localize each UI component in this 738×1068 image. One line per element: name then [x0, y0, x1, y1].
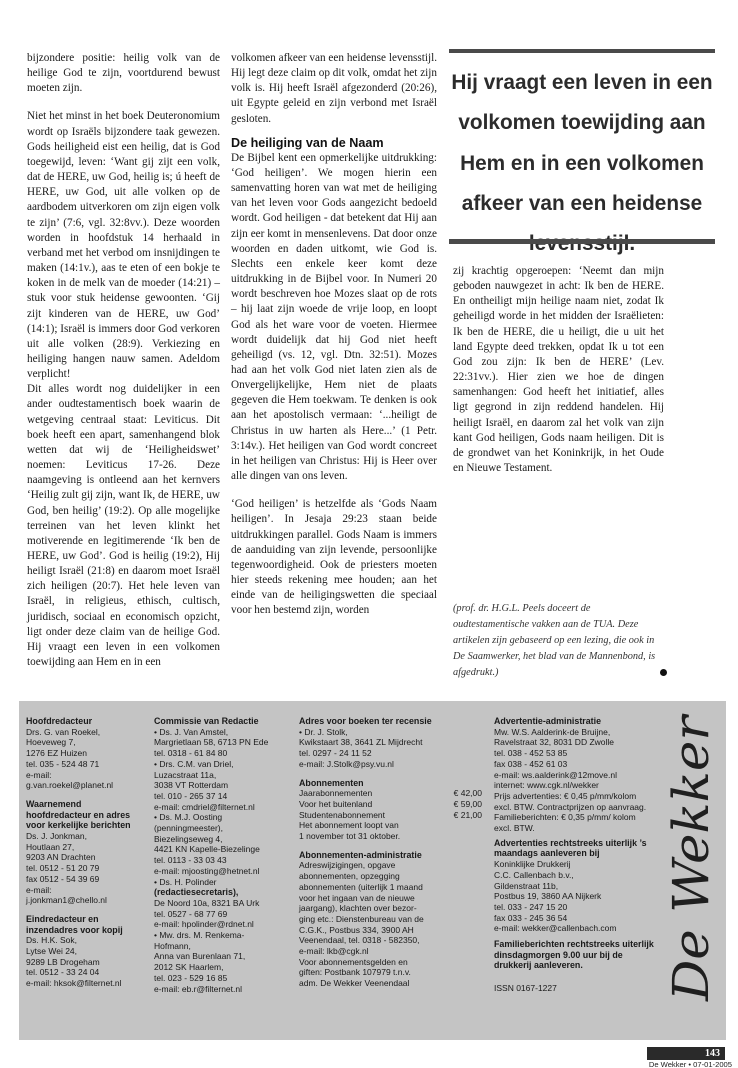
- section-heading: De heiliging van de Naam: [231, 135, 384, 150]
- colophon-line: 1 november tot 31 oktober.: [299, 831, 401, 842]
- price-row: [299, 788, 482, 799]
- colophon-email[interactable]: e-mail: wekker@callenbach.com: [494, 923, 617, 934]
- colophon-line: C.G.K., Postbus 334, 3900 AH: [299, 924, 414, 935]
- colophon-heading: Advertentie-administratie: [494, 716, 602, 726]
- divider: [449, 49, 715, 53]
- colophon-line: Het abonnement loopt van: [299, 820, 399, 831]
- colophon-line: excl. BTW. Contractprijzen op aanvraag.: [494, 801, 647, 812]
- paragraph: bijzondere positie: heilig volk van de heilige God te zijn, voortdurend bewust moeten zijn.: [27, 52, 220, 95]
- colophon-column-editors: [26, 716, 148, 989]
- colophon-line: Gildenstraat 11b,: [494, 880, 559, 891]
- colophon-column-committee: [154, 716, 297, 994]
- colophon-heading: Hoofdredacteur: [26, 716, 93, 726]
- paragraph: Niet het minst in het boek Deuteronomium wordt op Israëls bijzondere taak gewezen. Gods heiligheid eist een heilig, dat is God toegewijd, leven: ‘Want gij zijt een volk, dat de HERE, uw God, heilig is; ú heeft de HERE, uw God, uit alle volken op de aardbodem uitverkoren om zijn eigen volk te zijn’ (7:6, vgl. 32:8vv.). Deze woorden worden in hoofdstuk 14 herhaald in verband met het verbod om insnijdingen te maken (14:1v.), aas te eten of een bokje te koken in de melk van de moeder (14:21) – stuk voor stuk heidense gewoonten. ‘Gij zijt kinderen van de HERE, uw God’ (14:1); Israël is immers door God verkoren uit alle volken (28:9). Verkiezing en heiliging hangen nauw samen. Adeldom verplicht!: [27, 110, 220, 381]
- colophon-line: Biezelingseweg 4,: [154, 833, 223, 844]
- pull-quote-text: Hij vraagt een leven in een volkomen toewijding aan Hem en in een volkomen afkeer van een heidense: [451, 71, 713, 215]
- colophon-line: Anna van Burenlaan 71,: [154, 951, 246, 962]
- colophon-heading: Waarnemend hoofdredacteur en adres voor kerkelijke berichten: [26, 798, 131, 831]
- colophon-line: Mw. W.S. Aalderink-de Bruijne,: [494, 726, 611, 737]
- colophon-heading: Commissie van Redactie: [154, 716, 259, 726]
- colophon-heading: Advertenties rechtstreeks uiterlijk ’s maandags aanleveren bij: [494, 837, 647, 859]
- colophon-line: Veenendaal, tel. 0318 - 582350,: [299, 935, 420, 946]
- colophon-line: tel. 0527 - 68 77 69: [154, 908, 228, 919]
- paragraph: zij krachtig opgeroepen: ‘Neemt dan mijn geboden nauwgezet in acht: Ik ben de HERE. En ontheiligt mijn heilige naam niet, zodat Ik geheiligd worde in het midden der Israëlieten: Ik ben de HERE, die u heiligt, die u uit het land Egypte deed trekken, opdat Ik u tot een God zou zijn: Ik ben de HERE’ (Lev. 22:31vv.). Hier zien we hoe de dingen samenhangen: God heeft het initiatief, alles ligt gegrond in zijn reddend handelen. Hij heiligt Israël, en daarom zal het volk van zijn kant God heiligen, Gods naam heiligen. Dit is de grondwet van het Koninkrijk, in het Oude en Nieuwe Testament.: [453, 265, 664, 475]
- colophon-line: • Ds. J. Van Amstel,: [154, 726, 229, 737]
- colophon-line: adm. De Wekker Veenendaal: [299, 978, 410, 989]
- colophon-line: tel. 0113 - 33 03 43: [154, 855, 227, 866]
- colophon-line: 4421 KN Kapelle-Biezelinge: [154, 844, 260, 855]
- price-label: Voor het buitenland: [299, 798, 373, 809]
- colophon-line: Ds. J. Jonkman,: [26, 831, 87, 842]
- logo-text: De Wekker: [662, 724, 720, 1001]
- colophon-line: 3038 VT Rotterdam: [154, 780, 229, 791]
- colophon-email[interactable]: e-mail: cmdriel@filternet.nl: [154, 801, 255, 812]
- colophon-line: ging etc.: Dienstenbureau van de: [299, 913, 424, 924]
- colophon-email[interactable]: e-mail: eb.r@filternet.nl: [154, 983, 242, 994]
- colophon-line: Postbus 19, 3860 AA Nijkerk: [494, 891, 602, 902]
- paragraph: Dit alles wordt nog duidelijker in een ander oudtestamentisch boek waarin de wetgeving centraal staat: Leviticus. Dit boek heeft een apart, samenhangend blok wetten dat wij de ‘Heiligheidswet’ noemen: Leviticus 17-26. Deze naamgeving is ontleend aan het kernvers ‘Heilig zult gij zijn, want Ik, de HERE, uw God, ben heilig’ (19:2). Op alle mogelijke terreinen van het leven klinkt het motiverende en legitimerende ‘Ik ben de HERE, uw God’. God is heilig (19:2), Hij heiligt Israël (21:8) en daarom moet Israël zich heiligen (20:7). Het hele leven van Israël, in religieus, ethisch, cultisch, juridisch, sociaal en economisch opzicht, ligt onder deze claim van de heilige God. Hij vraagt een leven in een volkomen toewijding aan Hem en in een: [27, 383, 220, 669]
- colophon-line: fax 0512 - 54 39 69: [26, 873, 100, 884]
- colophon-line: e-mail:: [26, 769, 52, 780]
- colophon-email[interactable]: e-mail: lkb@cgk.nl: [299, 946, 369, 957]
- price-value: € 21,00: [453, 809, 482, 820]
- colophon-email[interactable]: e-mail: J.Stolk@psy.vu.nl: [299, 758, 394, 769]
- magazine-logo: [646, 701, 726, 1040]
- colophon-line: 9289 LB Drogeham: [26, 956, 100, 967]
- colophon-line: Luzacstraat 11a,: [154, 769, 217, 780]
- colophon-line: abonnementen (uiterlijk 1 maand: [299, 881, 423, 892]
- price-value: € 59,00: [453, 798, 482, 809]
- colophon-column-advertising: [494, 716, 654, 994]
- colophon-line: tel. 035 - 524 48 71: [26, 758, 100, 769]
- colophon-line: Familieberichten: € 0,35 p/mm/ kolom: [494, 812, 636, 823]
- price-label: Jaarabonnementen: [299, 788, 373, 799]
- paragraph: De Bijbel kent een opmerkelijke uitdrukking: ‘God heiligen’. We mogen hierin een samenvatting horen van wat met de heiliging van het leven voor Gods aangezicht bedoeld wordt. God heiligen - dat betekent dat Hij aan zijn eer komt in mensenlevens. Dat door onze woorden en daden uitkomt, wie God is. Slechts een enkele keer komt deze uitdrukking in de Bijbel voor. In Numeri 20 wordt beschreven hoe Mozes slaat op de rots – hij laat zijn woede de vrije loop, en loopt God als het ware voor de voeten. Hiermee wordt duidelijk dat hij God niet heeft geheiligd (vs. 12, vgl. Dtn. 32:51). Mozes had aan het volk God niet laten zien als de Onvergelijkelijke, Hem niet de plaats gegeven die Hem toekwam. Te denken is ook aan het apostolisch vermaan: ‘...heiligt de Christus in uw harten als Here...’ (1 Petr. 3:14v.). Het heiligen van God wordt concreet in het heiligen van Christus: Hij is Heer over alle dingen van ons leven.: [231, 151, 437, 483]
- colophon-line: fax 033 - 245 36 54: [494, 912, 568, 923]
- colophon-email[interactable]: e-mail: mjoosting@hetnet.nl: [154, 865, 260, 876]
- pull-quote: [449, 49, 715, 245]
- colophon-line: Koninklijke Drukkerij: [494, 859, 571, 870]
- colophon-line: De Noord 10a, 8321 BA Urk: [154, 897, 260, 908]
- colophon-line: e-mail:: [26, 884, 52, 895]
- issue-footer: De Wekker • 07-01-2005: [648, 1060, 732, 1068]
- article-column-2: [231, 51, 437, 618]
- colophon-heading: Abonnementen: [299, 777, 364, 788]
- colophon-email[interactable]: e-mail: ws.aalderink@12move.nl: [494, 769, 617, 780]
- colophon-email[interactable]: e-mail: hksok@filternet.nl: [26, 978, 122, 989]
- colophon-line: tel. 023 - 529 16 85: [154, 972, 228, 983]
- colophon-line: tel. 010 - 265 37 14: [154, 790, 228, 801]
- colophon-line: 1276 EZ Huizen: [26, 748, 87, 759]
- colophon-line: • Ds. M.J. Oosting: [154, 812, 223, 823]
- issn-number: ISSN 0167-1227: [494, 983, 557, 994]
- page-number: 143: [647, 1047, 725, 1060]
- colophon-line: giften: Postbank 107979 t.n.v.: [299, 967, 411, 978]
- colophon-line: • Dr. J. Stolk,: [299, 726, 348, 737]
- colophon-heading: Adres voor boeken ter recensie: [299, 716, 432, 726]
- colophon-line: Hofmann,: [154, 940, 191, 951]
- colophon-line: jaargang), klachten over bezor-: [299, 903, 417, 914]
- colophon-email[interactable]: j.jonkman1@chello.nl: [26, 895, 107, 906]
- colophon-line: Margrietlaan 58, 6713 PN Ede: [154, 737, 269, 748]
- colophon-line: tel. 038 - 452 53 85: [494, 748, 568, 759]
- colophon-line: • Drs. C.M. van Driel,: [154, 758, 234, 769]
- colophon-website-link[interactable]: internet: www.cgk.nl/wekker: [494, 780, 599, 791]
- colophon-line: tel. 0512 - 51 20 79: [26, 863, 100, 874]
- colophon-line: (redactiesecretaris),: [154, 887, 239, 898]
- colophon-line: Lytse Wei 24,: [26, 946, 78, 957]
- colophon-email[interactable]: e-mail: hpolinder@rdnet.nl: [154, 919, 254, 930]
- colophon-column-subscriptions: [299, 716, 482, 989]
- end-mark-icon: [660, 669, 667, 676]
- colophon-heading: Abonnementen-administratie: [299, 849, 422, 860]
- colophon-line: Drs. G. van Roekel,: [26, 726, 101, 737]
- colophon-line: Houtlaan 27,: [26, 841, 75, 852]
- colophon-line: Voor abonnementsgelden en: [299, 956, 408, 967]
- colophon-heading: Eindredacteur en inzendadres voor kopij: [26, 913, 123, 935]
- article-column-1: [27, 51, 220, 670]
- colophon-line: tel. 0512 - 33 24 04: [26, 967, 100, 978]
- colophon-line: Prijs advertenties: € 0,45 p/mm/kolom: [494, 790, 637, 801]
- price-row: [299, 799, 482, 810]
- colophon-line: C.C. Callenbach b.v.,: [494, 869, 574, 880]
- colophon-line: Ds. H.K. Sok,: [26, 935, 78, 946]
- colophon-line: fax 038 - 452 61 03: [494, 758, 568, 769]
- colophon-line: 2012 SK Haarlem,: [154, 962, 224, 973]
- colophon-line: abonnementen, opzegging: [299, 871, 400, 882]
- price-value: € 42,00: [453, 788, 482, 799]
- colophon-heading: Familieberichten rechtstreeks uiterlijk dinsdagmorgen 9.00 uur bij de drukkerij aanleveren.: [494, 939, 654, 971]
- colophon-line: Hoeveweg 7,: [26, 737, 76, 748]
- paragraph: ‘God heiligen’ is hetzelfde als ‘Gods Naam heiligen’. In Jesaja 29:23 staan beide uitdrukkingen parallel. Gods Naam is immers de aanduiding van zijn levende, persoonlijke tegenwoordigheid. Ook de priesters moeten hier steeds rekening mee houden; aan het einde van de heiligingswetten die speciaal voor hen bestemd zijn, worden: [231, 498, 437, 617]
- colophon-line: voor het ingaan van de nieuwe: [299, 892, 415, 903]
- colophon-line: tel. 0297 - 24 11 52: [299, 748, 372, 759]
- colophon-line: tel. 033 - 247 15 20: [494, 901, 568, 912]
- colophon-line: • Ds. H. Polinder: [154, 876, 217, 887]
- colophon-email[interactable]: g.van.roekel@planet.nl: [26, 780, 114, 791]
- divider: [449, 239, 715, 244]
- colophon-line: • Mw. drs. M. Renkema-: [154, 930, 245, 941]
- colophon-line: tel. 0318 - 61 84 80: [154, 748, 228, 759]
- colophon-line: (penningmeester),: [154, 823, 223, 834]
- price-row: [299, 810, 482, 821]
- colophon-line: Kwikstaart 38, 3641 ZL Mijdrecht: [299, 737, 423, 748]
- paragraph: volkomen afkeer van een heidense levensstijl. Hij legt deze claim op dit volk, omdat het zijn volk is. Hij heeft Israël afgezonderd (20:26), uit Egypte geleid en zijn verbond met Israël gesloten.: [231, 52, 437, 125]
- colophon-line: 9203 AN Drachten: [26, 852, 96, 863]
- colophon-line: Ravelstraat 32, 8031 DD Zwolle: [494, 737, 615, 748]
- article-column-3: [453, 264, 664, 476]
- colophon-line: excl. BTW.: [494, 823, 535, 834]
- author-credit: (prof. dr. H.G.L. Peels doceert de oudtestamentische vakken aan de TUA. Deze artikelen zijn gebaseerd op een lezing, die ook in De Saamwerker, het blad van de Mannenbond, is afgedrukt.): [453, 603, 656, 678]
- colophon: [19, 701, 726, 1040]
- colophon-line: Adreswijzigingen, opgave: [299, 860, 396, 871]
- price-label: Studentenabonnement: [299, 809, 386, 820]
